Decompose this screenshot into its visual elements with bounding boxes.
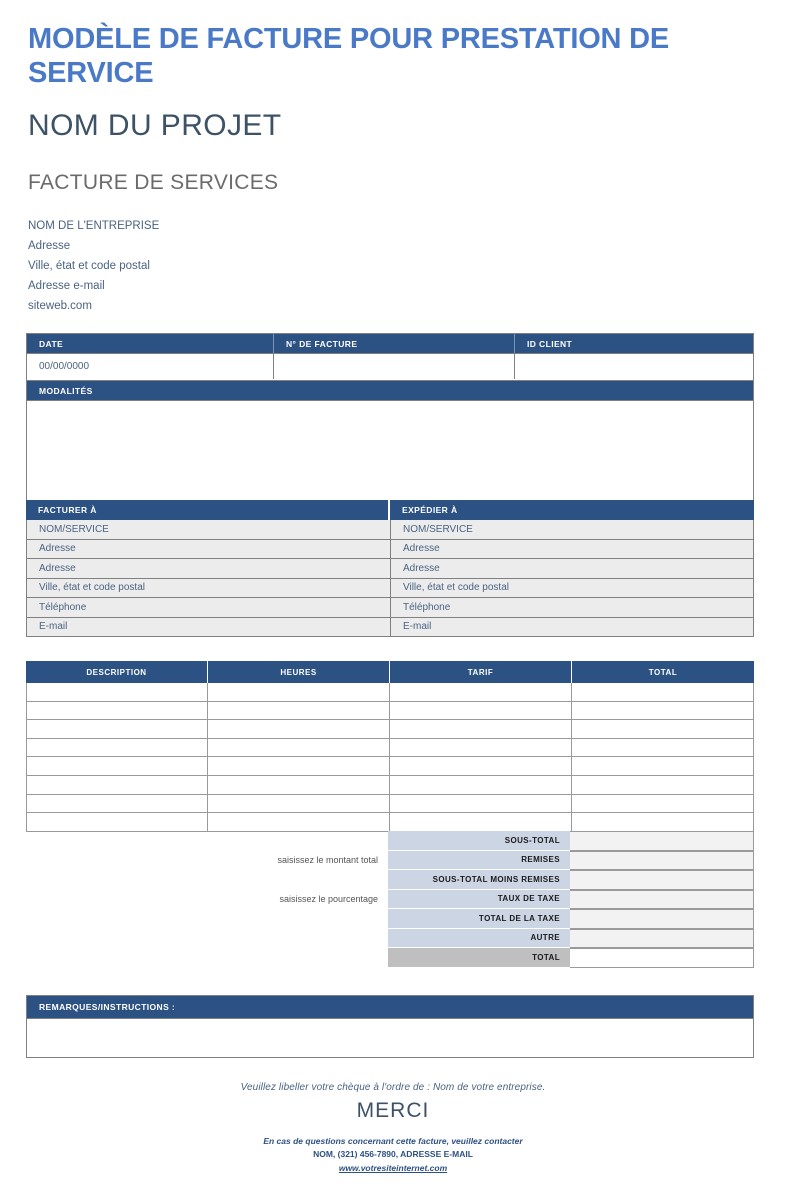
line-items-header-row [26, 661, 754, 683]
invoice-meta-header-row [27, 334, 753, 353]
cell-hours[interactable] [208, 720, 390, 739]
label-discounts: REMISES [388, 851, 570, 871]
table-row [26, 739, 754, 758]
line-items-table [26, 661, 754, 832]
table-row [26, 776, 754, 795]
bill-to-phone[interactable]: Téléphone [26, 598, 390, 618]
ship-to-phone[interactable]: Téléphone [390, 598, 754, 618]
party-table [26, 500, 754, 637]
cell-total[interactable] [572, 720, 754, 739]
cell-total[interactable] [572, 702, 754, 721]
ship-to-address-2[interactable]: Adresse [390, 559, 754, 579]
cell-description[interactable] [26, 683, 208, 702]
party-row [26, 540, 754, 560]
cell-description[interactable] [26, 757, 208, 776]
party-row [26, 520, 754, 540]
cell-rate[interactable] [390, 757, 572, 776]
terms-header: MODALITÉS [27, 380, 753, 400]
hint-discounts: saisissez le montant total [277, 854, 378, 865]
cell-total[interactable] [572, 813, 754, 832]
client-id-field[interactable] [515, 354, 753, 379]
column-header-rate: TARIF [390, 661, 572, 683]
column-header-hours: HEURES [208, 661, 390, 683]
cell-rate[interactable] [390, 683, 572, 702]
cell-total[interactable] [572, 739, 754, 758]
ship-to-header: EXPÉDIER À [390, 500, 754, 520]
ship-to-city-state-zip[interactable]: Ville, état et code postal [390, 579, 754, 599]
cell-rate[interactable] [390, 795, 572, 814]
bill-to-header: FACTURER À [26, 500, 390, 520]
party-row [26, 559, 754, 579]
date-field[interactable]: 00/00/0000 [27, 354, 274, 379]
hint-tax-rate: saisissez le pourcentage [279, 893, 378, 904]
contact-details-line: NOM, (321) 456-7890, ADRESSE E-MAIL [313, 1149, 473, 1159]
column-header-invoice-number: N° DE FACTURE [274, 334, 515, 353]
company-email: Adresse e-mail [28, 280, 105, 292]
company-city-state-zip: Ville, état et code postal [28, 260, 150, 272]
page-title: MODÈLE DE FACTURE POUR PRESTATION DE SERVICE [28, 23, 670, 89]
cell-hours[interactable] [208, 776, 390, 795]
hint-total-tax [160, 909, 382, 929]
totals-row-other [388, 929, 754, 949]
label-subtotal: SOUS-TOTAL [388, 831, 570, 851]
project-name: NOM DU PROJET [28, 109, 282, 142]
remarks-field[interactable] [27, 1018, 753, 1057]
company-website: siteweb.com [28, 300, 92, 312]
column-header-total: TOTAL [572, 661, 754, 683]
cell-hours[interactable] [208, 683, 390, 702]
invoice-number-field[interactable] [274, 354, 515, 379]
value-total-tax[interactable] [570, 909, 754, 929]
column-header-description: DESCRIPTION [26, 661, 208, 683]
ship-to-name[interactable]: NOM/SERVICE [390, 520, 754, 540]
value-discounts[interactable] [570, 851, 754, 871]
cell-total[interactable] [572, 795, 754, 814]
party-row [26, 598, 754, 618]
cell-rate[interactable] [390, 813, 572, 832]
table-row [26, 683, 754, 702]
website-link[interactable]: www.votresiteinternet.com [338, 1163, 448, 1173]
label-other: AUTRE [388, 929, 570, 949]
table-row [26, 795, 754, 814]
bill-to-city-state-zip[interactable]: Ville, état et code postal [26, 579, 390, 599]
bill-to-address-1[interactable]: Adresse [26, 540, 390, 560]
value-subtotal-less-discounts[interactable] [570, 870, 754, 890]
ship-to-address-1[interactable]: Adresse [390, 540, 754, 560]
totals-row-discounts [388, 851, 754, 871]
cell-description[interactable] [26, 702, 208, 721]
company-name: NOM DE L'ENTREPRISE [28, 220, 160, 232]
value-total[interactable] [570, 948, 754, 968]
footer [0, 1082, 786, 1175]
cell-rate[interactable] [390, 776, 572, 795]
cell-hours[interactable] [208, 739, 390, 758]
hint-subtotal [160, 831, 382, 851]
totals-row-tax-rate [388, 890, 754, 910]
cell-description[interactable] [26, 776, 208, 795]
label-total: TOTAL [388, 948, 570, 968]
contact-question-line: En cas de questions concernant cette facture, veuillez contacter [263, 1136, 523, 1146]
hint-other [160, 929, 382, 949]
terms-field[interactable] [27, 400, 753, 505]
company-info-block [28, 216, 159, 316]
cell-rate[interactable] [390, 720, 572, 739]
bill-to-email[interactable]: E-mail [26, 618, 390, 638]
cell-description[interactable] [26, 795, 208, 814]
contact-block [0, 1135, 786, 1175]
cell-description[interactable] [26, 720, 208, 739]
party-header-row [26, 500, 754, 520]
check-payable-note: Veuillez libeller votre chèque à l'ordre de : Nom de votre entreprise. [240, 1082, 546, 1093]
bill-to-address-2[interactable]: Adresse [26, 559, 390, 579]
value-tax-rate[interactable] [570, 890, 754, 910]
totals-hints [160, 831, 382, 968]
cell-hours[interactable] [208, 757, 390, 776]
column-header-date: DATE [27, 334, 274, 353]
cell-description[interactable] [26, 813, 208, 832]
invoice-meta-value-row [27, 353, 753, 380]
table-row [26, 813, 754, 832]
hint-total [160, 948, 382, 968]
invoice-meta-table [26, 333, 754, 506]
thank-you-text: MERCI [356, 1099, 430, 1122]
table-row [26, 757, 754, 776]
totals-table [388, 831, 754, 968]
cell-rate[interactable] [390, 702, 572, 721]
totals-row-total-tax [388, 909, 754, 929]
bill-to-name[interactable]: NOM/SERVICE [26, 520, 390, 540]
totals-row-total [388, 948, 754, 968]
party-row [26, 618, 754, 638]
hint-subtotal-less-discounts [160, 870, 382, 890]
value-subtotal[interactable] [570, 831, 754, 851]
cell-description[interactable] [26, 739, 208, 758]
label-subtotal-less-discounts: SOUS-TOTAL MOINS REMISES [388, 870, 570, 890]
company-address: Adresse [28, 240, 71, 252]
remarks-header: REMARQUES/INSTRUCTIONS : [27, 996, 753, 1018]
label-total-tax: TOTAL DE LA TAXE [388, 909, 570, 929]
column-header-client-id: ID CLIENT [515, 334, 753, 353]
cell-total[interactable] [572, 776, 754, 795]
party-row [26, 579, 754, 599]
cell-total[interactable] [572, 683, 754, 702]
totals-row-subtotal [388, 831, 754, 851]
remarks-section [26, 995, 754, 1058]
totals-row-subtotal-less-discounts [388, 870, 754, 890]
table-row [26, 702, 754, 721]
value-other[interactable] [570, 929, 754, 949]
cell-hours[interactable] [208, 795, 390, 814]
cell-total[interactable] [572, 757, 754, 776]
cell-hours[interactable] [208, 813, 390, 832]
table-row [26, 720, 754, 739]
ship-to-email[interactable]: E-mail [390, 618, 754, 638]
cell-rate[interactable] [390, 739, 572, 758]
cell-hours[interactable] [208, 702, 390, 721]
document-subtitle: FACTURE DE SERVICES [28, 171, 279, 194]
label-tax-rate: TAUX DE TAXE [388, 890, 570, 910]
